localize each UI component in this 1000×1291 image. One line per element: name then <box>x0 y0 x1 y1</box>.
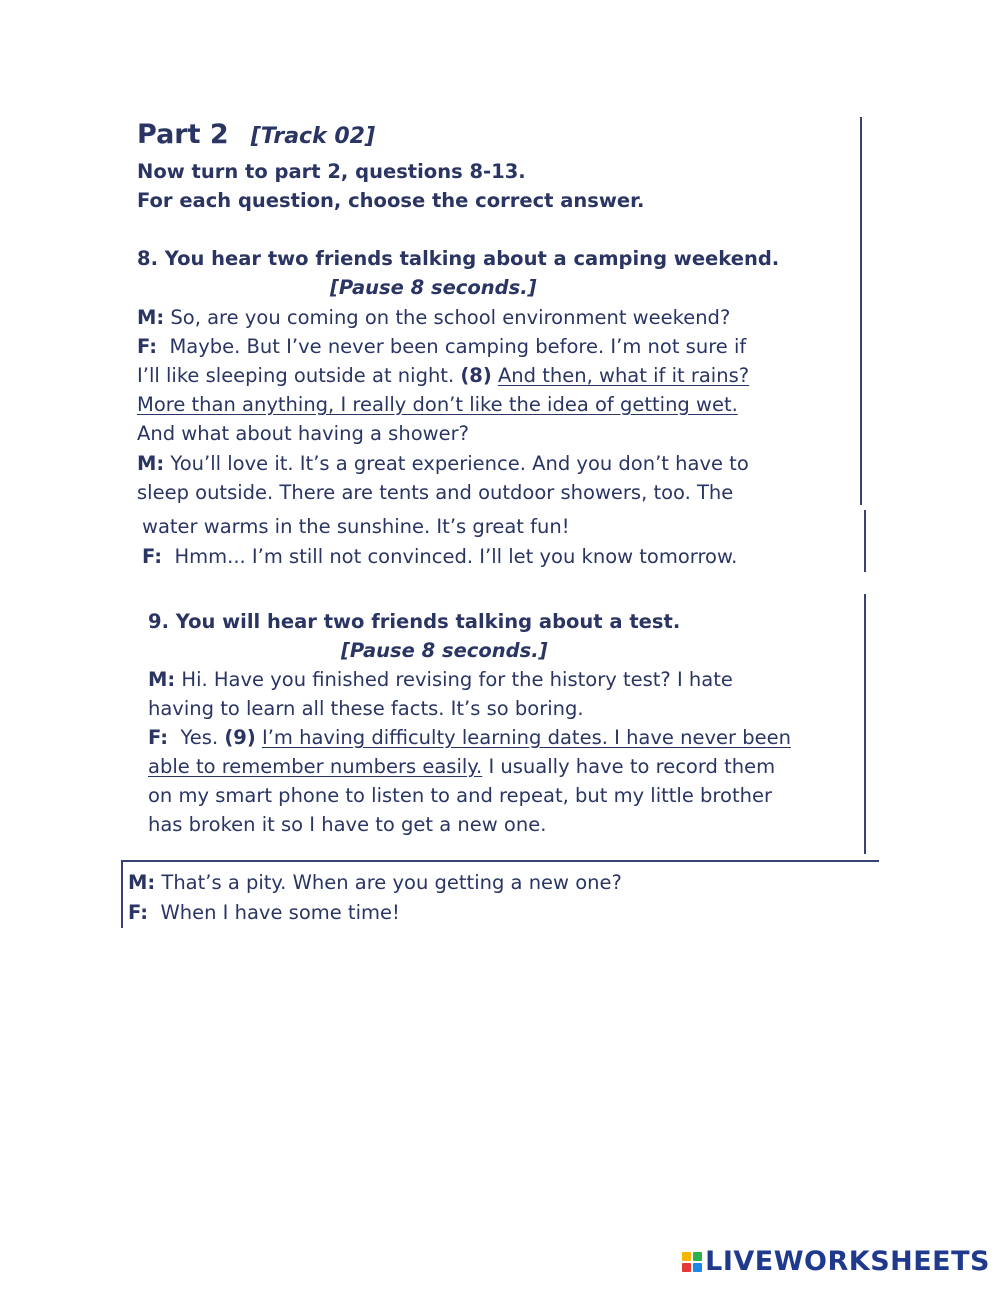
question-8-pause: [Pause 8 seconds.] <box>330 276 537 299</box>
intro-line-2: For each question, choose the correct answer. <box>137 189 645 212</box>
q9-f1-cont-line-3: has broken it so I have to get a new one. <box>148 813 547 836</box>
track-label: [Track 02] <box>250 124 376 149</box>
brand-name: LIVEWORKSHEETS <box>705 1246 990 1277</box>
divider-right-q8-top <box>860 117 862 505</box>
q8-f1-line <box>137 333 746 361</box>
divider-right-q8-bottom <box>864 510 866 572</box>
q8-f1-cont-line <box>137 362 749 390</box>
speaker-m: M: <box>137 306 165 329</box>
dialogue-text: That’s a pity. When are you getting a new one? <box>161 871 622 894</box>
speaker-f: F: <box>128 901 149 924</box>
q9-f1-line <box>148 724 791 752</box>
q9-m2-line <box>128 869 622 897</box>
speaker-m: M: <box>137 452 165 475</box>
dialogue-text: Yes. <box>180 726 219 749</box>
q9-m1-cont-line: having to learn all these facts. It’s so boring. <box>148 697 584 720</box>
answer-number-9: (9) <box>224 726 256 749</box>
q8-f2-line <box>142 543 737 571</box>
answer-evidence-9b: able to remember numbers easily. <box>148 755 483 778</box>
liveworksheets-logo-icon <box>682 1252 702 1272</box>
dialogue-text: Maybe. But I’ve never been camping before. I’m not sure if <box>169 335 747 358</box>
speaker-m: M: <box>148 668 176 691</box>
dialogue-text: You’ll love it. It’s a great experience. And you don’t have to <box>170 452 749 475</box>
intro-line-1: Now turn to part 2, questions 8-13. <box>137 160 526 183</box>
dialogue-text: So, are you coming on the school environment weekend? <box>170 306 731 329</box>
speaker-f: F: <box>148 726 169 749</box>
answer-evidence-8a: And then, what if it rains? <box>497 364 750 387</box>
question-8-heading: 8. You hear two friends talking about a camping weekend. <box>137 247 780 270</box>
dialogue-text: Hi. Have you finished revising for the history test? I hate <box>181 668 733 691</box>
q8-m2-cont-line-1: sleep outside. There are tents and outdoor showers, too. The <box>137 481 734 504</box>
q8-m2-cont-line-2: water warms in the sunshine. It’s great fun! <box>142 515 570 538</box>
q8-f1-end-line: And what about having a shower? <box>137 422 469 445</box>
answer-evidence-9a: I’m having difficulty learning dates. I have never been <box>261 726 791 749</box>
q9-m1-line <box>148 666 733 694</box>
dialogue-text: Hmm... I’m still not convinced. I’ll let you know tomorrow. <box>174 545 738 568</box>
speaker-f: F: <box>142 545 163 568</box>
speaker-m: M: <box>128 871 156 894</box>
dialogue-text: I’ll like sleeping outside at night. <box>137 364 455 387</box>
part-label: Part 2 <box>137 119 229 150</box>
page-title <box>137 118 375 154</box>
q9-f2-line <box>128 899 400 927</box>
divider-left-q9 <box>121 860 123 928</box>
question-9-heading: 9. You will hear two friends talking about a test. <box>148 610 681 633</box>
speaker-f: F: <box>137 335 158 358</box>
divider-horizontal-q9 <box>121 860 879 862</box>
dialogue-text: When I have some time! <box>160 901 400 924</box>
answer-evidence-8b: More than anything, I really don’t like the idea of getting wet. <box>137 393 738 416</box>
q9-f1-cont-line-2: on my smart phone to listen to and repeat, but my little brother <box>148 784 772 807</box>
q8-m2-line <box>137 450 749 478</box>
answer-number-8: (8) <box>460 364 492 387</box>
q8-m1-line <box>137 304 730 332</box>
divider-right-q9 <box>864 594 866 854</box>
liveworksheets-logo[interactable] <box>682 1246 990 1277</box>
question-9-pause: [Pause 8 seconds.] <box>341 639 548 662</box>
dialogue-text: I usually have to record them <box>488 755 776 778</box>
q9-f1-cont-line-1 <box>148 753 775 781</box>
